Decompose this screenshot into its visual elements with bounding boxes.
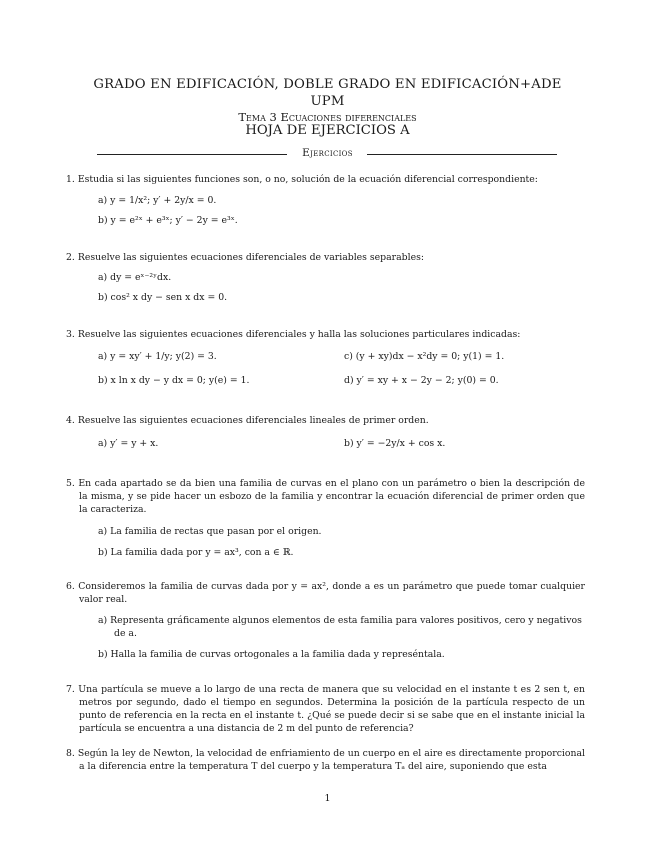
university-name: UPM xyxy=(310,94,345,109)
page-number: 1 xyxy=(324,793,331,804)
exercise-5-item-b: b) La familia dada por y = ax³, con a ∈ ℝ. xyxy=(98,547,294,558)
exercise-7: 7. Una partícula se mueve a lo largo de una recta de manera que su velocidad en el instante t es 2 sen t, en metros por segundo, dado el tiempo en segundos. Determina la posición de la partícula respecto de un punto de referencia en la recta en el instante t. ¿Qué se puede decir si se sabe que en el instante inicial la partícula se encuentra a una distancia de 2 m del punto de referencia? xyxy=(66,684,585,734)
exercise-2: 2. Resuelve las siguientes ecuaciones diferenciales de variables separables: xyxy=(66,252,424,263)
exercise-4-item-a: a) y′ = y + x. xyxy=(98,438,159,449)
exercise-2-item-b: b) cos² x dy − sen x dx = 0. xyxy=(98,292,228,303)
exercise-1-item-b: b) y = e²ˣ + e³ˣ; y′ − 2y = e³ˣ. xyxy=(98,215,238,226)
exercise-1: 1. Estudia si las siguientes funciones son, o no, solución de la ecuación diferencial correspondiente: xyxy=(66,174,538,185)
exercise-6-item-a: a) Representa gráficamente algunos elementos de esta familia para valores positivos, cero y negativos de a. xyxy=(98,615,582,639)
exercise-4-item-b: b) y′ = −2y/x + cos x. xyxy=(344,438,446,449)
sheet-title: HOJA DE EJERCICIOS A xyxy=(245,123,410,138)
degree-title: GRADO EN EDIFICACIÓN, DOBLE GRADO EN EDIFICACIÓN+ADE xyxy=(93,77,562,92)
section-rule-right xyxy=(367,154,557,155)
exercise-8: 8. Según la ley de Newton, la velocidad de enfriamiento de un cuerpo en el aire es directamente proporcional a la diferencia entre la temperatura T del cuerpo y la temperatura Tₐ del aire, suponiendo que esta xyxy=(66,748,585,772)
exercise-3-item-a: a) y = xy′ + 1/y; y(2) = 3. xyxy=(98,351,217,362)
exercise-3-item-c: c) (y + xy)dx − x²dy = 0; y(1) = 1. xyxy=(344,351,505,362)
exercise-3-item-d: d) y′ = xy + x − 2y − 2; y(0) = 0. xyxy=(344,375,499,386)
exercise-5: 5. En cada apartado se da bien una familia de curvas en el plano con un parámetro o bien la descripción de la misma, y se pide hacer un esbozo de la familia y encontrar la ecuación diferencial de primer orden que la caracteriza. xyxy=(66,478,585,515)
exercise-4: 4. Resuelve las siguientes ecuaciones diferenciales lineales de primer orden. xyxy=(66,415,429,426)
section-heading: Ejercicios xyxy=(302,147,353,159)
topic-title: Tema 3 Ecuaciones diferenciales xyxy=(238,110,417,124)
exercise-6: 6. Consideremos la familia de curvas dada por y = ax², donde a es un parámetro que puede tomar cualquier valor real. xyxy=(66,581,585,605)
exercise-3: 3. Resuelve las siguientes ecuaciones diferenciales y halla las soluciones particulares indicadas: xyxy=(66,329,521,340)
exercise-1-item-a: a) y = 1/x²; y′ + 2y/x = 0. xyxy=(98,195,217,206)
exercise-5-item-a: a) La familia de rectas que pasan por el origen. xyxy=(98,526,322,537)
exercise-6-item-b: b) Halla la familia de curvas ortogonales a la familia dada y represéntala. xyxy=(98,649,445,660)
exercise-3-item-b: b) x ln x dy − y dx = 0; y(e) = 1. xyxy=(98,375,250,386)
exercise-2-item-a: a) dy = eˣ⁻²ʸdx. xyxy=(98,272,172,283)
